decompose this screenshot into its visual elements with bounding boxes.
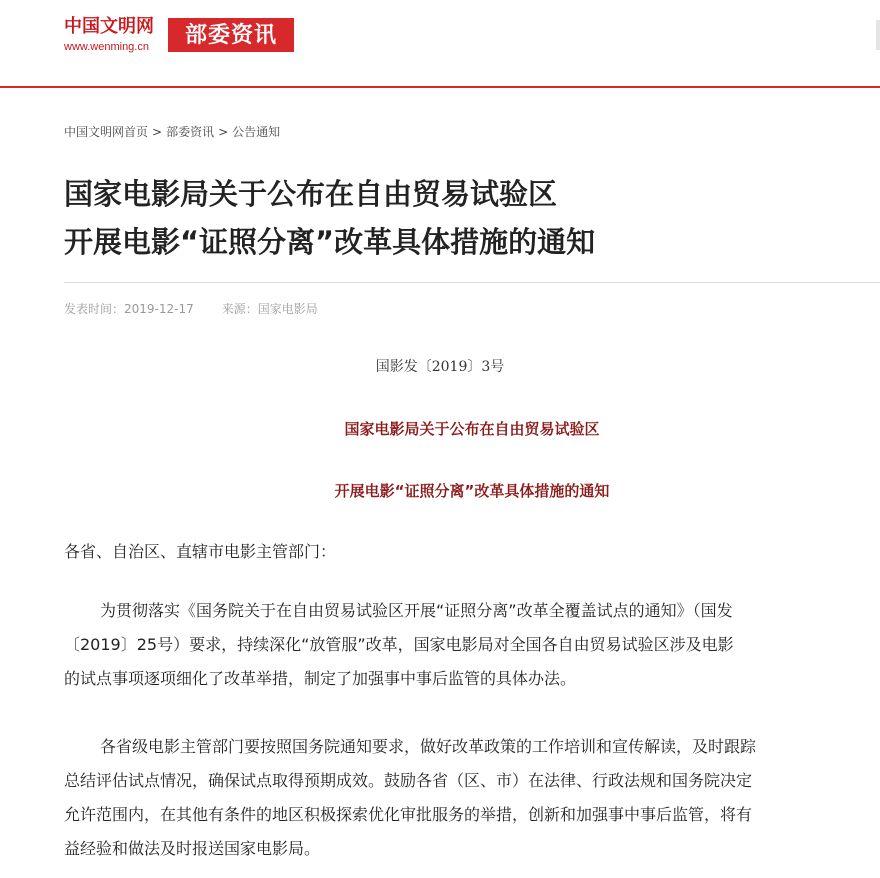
body-paragraph	[64, 730, 850, 866]
section-badge[interactable]: 部委资讯	[168, 18, 294, 52]
article-title-line-2: 开展电影“证照分离”改革具体措施的通知	[64, 225, 596, 259]
paragraph-line: 允许范围内，在其他有条件的地区积极探索优化审批服务的举措，创新和加强事中事后监管，将有	[64, 805, 753, 824]
site-header	[0, 0, 880, 86]
document-heading-line-1: 国家电影局关于公布在自由贸易试验区	[344, 420, 600, 438]
header-edge-divider	[876, 20, 880, 50]
breadcrumb	[64, 123, 280, 141]
salutation: 各省、自治区、直辖市电影主管部门：	[64, 542, 337, 561]
document-number: 国影发〔2019〕3号	[375, 359, 505, 375]
paragraph-line: 为贯彻落实《国务院关于在自由贸易试验区开展“证照分离”改革全覆盖试点的通知》（国发	[100, 601, 733, 620]
source-value: 国家电影局	[257, 302, 318, 316]
paragraph-line: 益经验和做法及时报送国家电影局。	[64, 839, 321, 858]
paragraph-line: 总结评估试点情况，确保试点取得预期成效。鼓励各省（区、市）在法律、行政法规和国务院决定	[64, 771, 753, 790]
breadcrumb-category-link[interactable]: 公告通知	[232, 125, 281, 139]
publish-date-label: 发表时间：	[64, 302, 125, 316]
paragraph-line: 的试点事项逐项细化了改革举措，制定了加强事中事后监管的具体办法。	[64, 669, 577, 688]
paragraph-line: 〔2019〕25号）要求，持续深化“放管服”改革，国家电影局对全国各自由贸易试验区涉及电影	[64, 635, 734, 654]
site-logo[interactable]	[64, 16, 160, 56]
breadcrumb-home-link[interactable]: 中国文明网首页	[64, 125, 149, 139]
body-paragraph	[64, 594, 850, 696]
logo-url: www.wenming.cn	[64, 41, 149, 53]
header-divider	[0, 86, 880, 88]
title-divider	[64, 282, 880, 283]
logo-text: 中国文明网	[64, 16, 154, 37]
article-title-line-1: 国家电影局关于公布在自由贸易试验区	[64, 177, 558, 211]
source-label: 来源：	[221, 302, 258, 316]
article-title	[64, 170, 844, 266]
paragraph-line: 各省级电影主管部门要按照国务院通知要求，做好改革政策的工作培训和宣传解读，及时跟踪	[100, 737, 757, 756]
publish-date: 2019-12-17	[124, 302, 194, 316]
document-heading-line-2: 开展电影“证照分离”改革具体措施的通知	[334, 482, 610, 500]
breadcrumb-separator: >	[218, 125, 229, 139]
breadcrumb-separator: >	[152, 125, 163, 139]
breadcrumb-section-link[interactable]: 部委资讯	[166, 125, 215, 139]
article-meta	[64, 300, 318, 318]
